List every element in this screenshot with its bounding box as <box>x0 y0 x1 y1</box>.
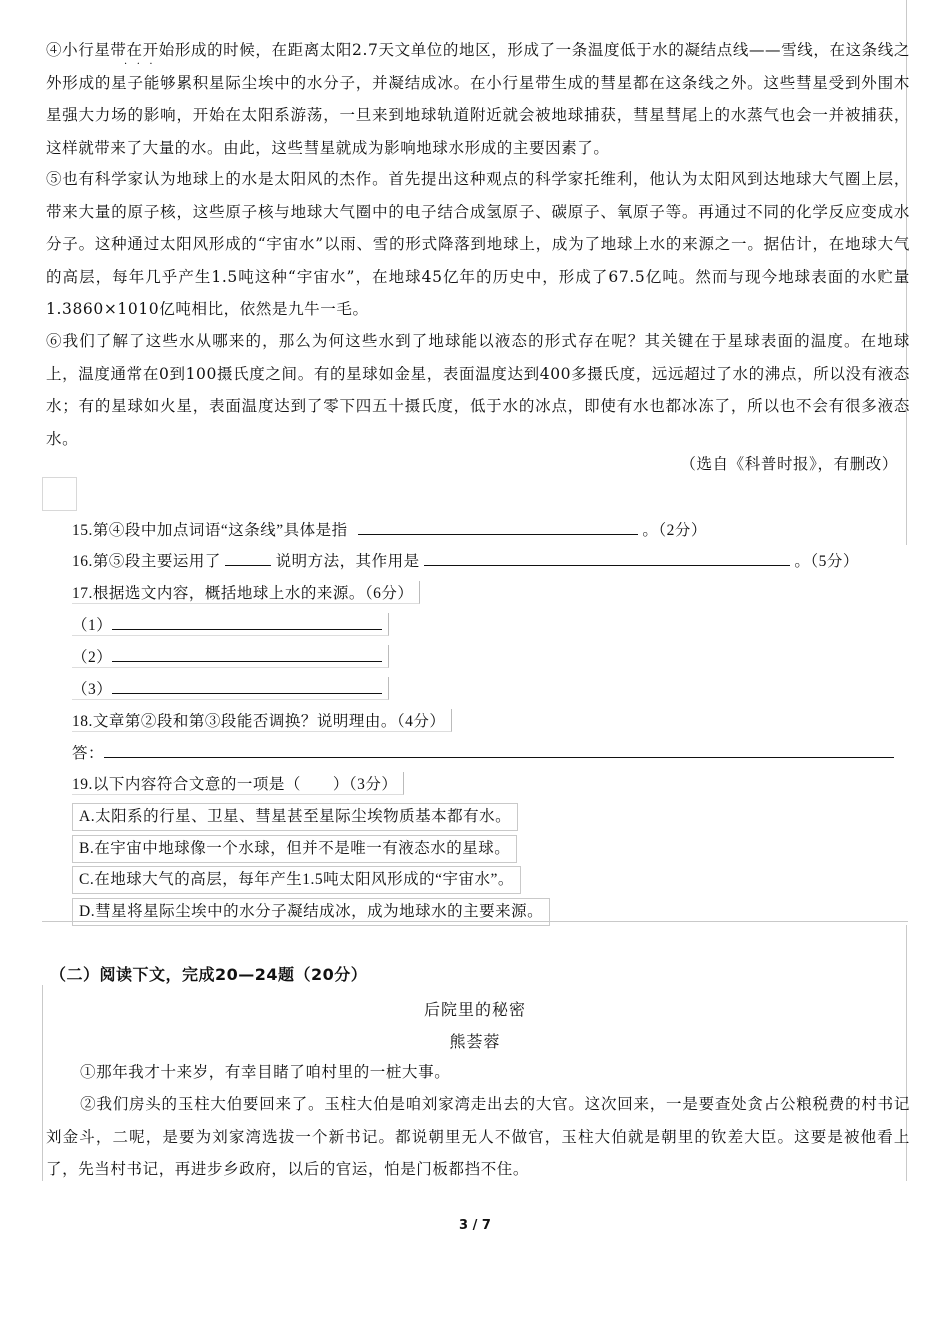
question-17-item-2 <box>72 645 389 668</box>
option-a[interactable]: A.太阳系的行星、卫星、彗星甚至星际尘埃物质基本都有水。 <box>72 803 518 831</box>
question-17-item-1 <box>72 613 389 636</box>
answer-line-16-function[interactable] <box>424 549 790 566</box>
blank-box <box>42 477 77 511</box>
question-17-item-3 <box>72 677 389 700</box>
item-1-label: （1） <box>72 617 113 634</box>
option-d[interactable]: D.彗星将星际尘埃中的水分子凝结成冰，成为地球水的主要来源。 <box>72 898 550 926</box>
question-16 <box>72 549 859 571</box>
section-2-heading: （二）阅读下文，完成20—24题（20分） <box>50 965 368 984</box>
question-16-text: 16.第⑤段主要运用了 <box>72 553 221 570</box>
option-b[interactable]: B.在宇宙中地球像一个水球，但并不是唯一有液态水的星球。 <box>72 835 517 863</box>
question-15-score: 。（2分） <box>642 522 707 539</box>
question-15-text: 15.第④段中加点词语“这条线”具体是指 <box>72 522 348 539</box>
question-15 <box>72 518 707 540</box>
answer-label: 答： <box>72 745 105 762</box>
question-16-text-2: 说明方法，其作用是 <box>275 553 420 570</box>
option-c[interactable]: C.在地球大气的高层，每年产生1.5吨太阳风形成的“宇宙水”。 <box>72 866 521 894</box>
story-paragraph-2: ②我们房头的玉柱大伯要回来了。玉柱大伯是咱刘家湾走出去的大官。这次回来，一是要查处贪占公粮税费的村书记刘金斗，二呢，是要为刘家湾选拔一个新书记。都说朝里无人不做官，玉柱大伯就是朝里的钦差大臣。这要是被他看上了，先当村书记，再进步乡政府，以后的官运，怕是门板都挡不住。 <box>46 1095 910 1178</box>
answer-line-15[interactable] <box>358 518 638 535</box>
question-18-answer <box>72 741 894 763</box>
question-17: 17.根据选文内容，概括地球上水的来源。（6分） <box>72 581 420 604</box>
story-title: 后院里的秘密 <box>423 1000 526 1019</box>
question-19: 19.以下内容符合文意的一项是（ ）（3分） <box>72 772 404 795</box>
paragraph-4: ④小行星带在开始形成的时候，在距离太阳2.7天文单位的地区，形成了一条温度低于水的凝结点线——雪线，在这条线之外形成的星子能够累积星际尘埃中的水分子，并凝结成冰。在小行星带生成的彗星都在这条线之外。这些彗星受到外围木星强大力场的影响，开始在太阳系游荡，一旦来到地球轨道附近就会被地球捕获，彗星彗尾上的水蒸气也会一并被捕获，这样就带来了大量的水。由此，这些彗星就成为影响地球水形成的主要因素了。 <box>46 41 910 157</box>
answer-line-16-method[interactable] <box>225 549 271 566</box>
answer-line-17-3[interactable] <box>112 677 382 694</box>
paragraph-6: ⑥我们了解了这些水从哪来的，那么为何这些水到了地球能以液态的形式存在呢？其关键在于星球表面的温度。在地球上，温度通常在0到100摄氏度之间。有的星球如金星，表面温度达到400多摄氏度，远远超过了水的沸点，所以没有液态水；有的星球如火星，表面温度达到了零下四五十摄氏度，低于水的冰点，即使有水也都冰冻了，所以也不会有很多液态水。 <box>46 332 910 448</box>
story-author: 熊荟蓉 <box>449 1032 501 1051</box>
item-3-label: （3） <box>72 681 113 698</box>
story-paragraph-1: ①那年我才十来岁，有幸目睹了咱村里的一桩大事。 <box>80 1063 451 1081</box>
emphasis-dots: · · · <box>124 59 153 70</box>
item-2-label: （2） <box>72 649 113 666</box>
source-note: （选自《科普时报》，有删改） <box>680 455 898 473</box>
paragraph-5: ⑤也有科学家认为地球上的水是太阳风的杰作。首先提出这种观点的科学家托维利，他认为太阳风到达地球大气圈上层，带来大量的原子核，这些原子核与地球大气圈中的电子结合成氢原子、碳原子、氧原子等。再通过不同的化学反应变成水分子。这种通过太阳风形成的“宇宙水”以雨、雪的形式降落到地球上，成为了地球上水的来源之一。据估计，在地球大气的高层，每年几乎产生1.5吨这种“宇宙水”，在地球45亿年的历史中，形成了67.5亿吨。然而与现今地球表面的水贮量1.3860×1010亿吨相比，依然是九牛一毛。 <box>46 170 910 318</box>
question-18: 18.文章第②段和第③段能否调换？说明理由。（4分） <box>72 709 452 732</box>
answer-line-18[interactable] <box>104 741 894 758</box>
page-number: 3 / 7 <box>459 1218 491 1233</box>
answer-line-17-1[interactable] <box>112 613 382 630</box>
answer-line-17-2[interactable] <box>112 645 382 662</box>
question-16-score: 。（5分） <box>794 553 859 570</box>
